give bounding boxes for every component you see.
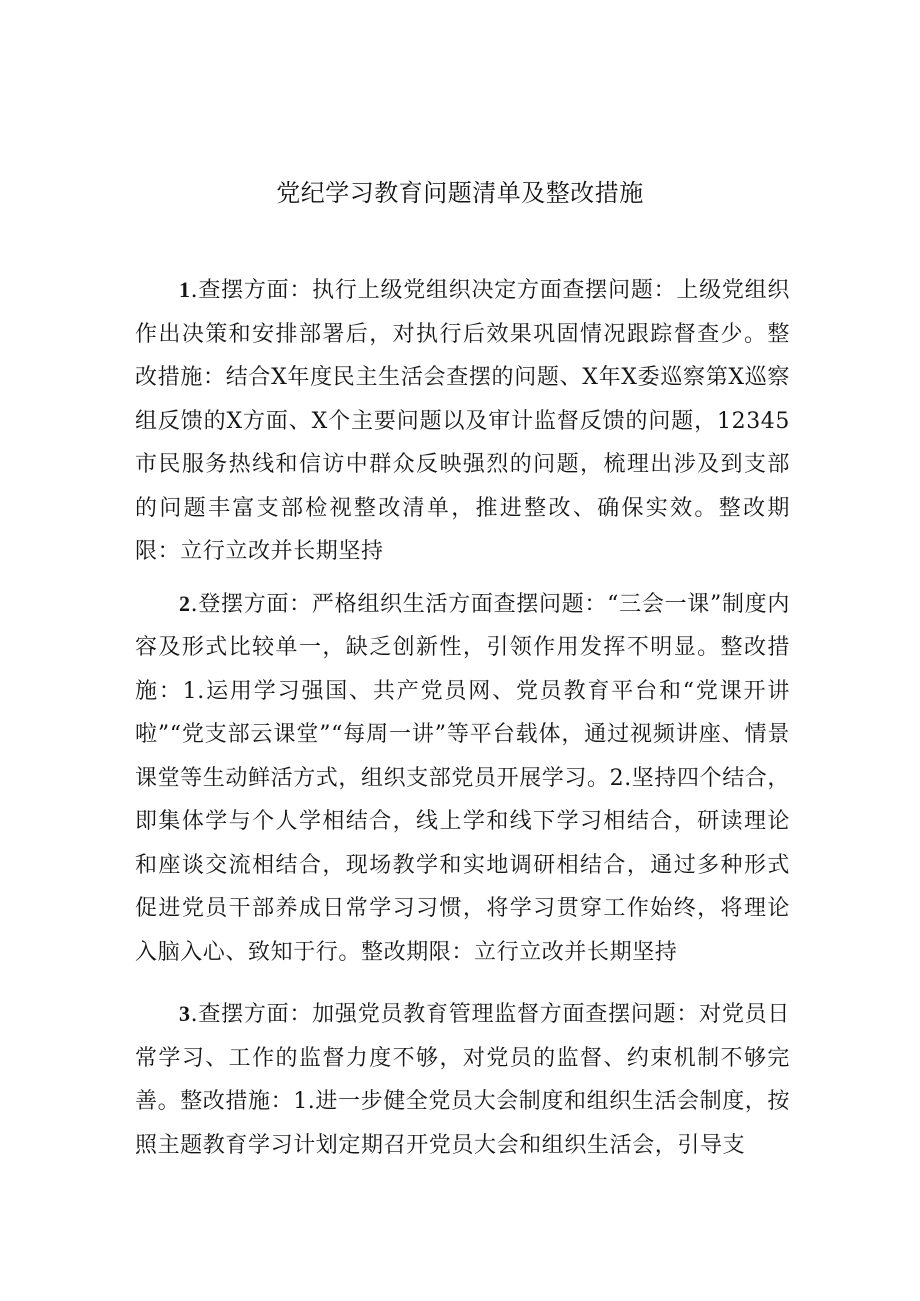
paragraph-2	[135, 582, 790, 975]
paragraph-1	[135, 268, 790, 574]
paragraph-text: .登摆方面：严格组织生活方面查摆问题：“三会一课”制度内容及形式比较单一，缺乏创新性，引领作用发挥不明显。整改措施：1.运用学习强国、共产党员网、党员教育平台和“党课开讲啦”“党支部云课堂”“每周一讲”等平台载体，通过视频讲座、情景课堂等生动鲜活方式，组织支部党员开展学习。2.坚持四个结合，即集体学与个人学相结合，线上学和线下学习相结合，研读理论和座谈交流相结合，现场教学和实地调研相结合，通过多种形式促进党员干部养成日常学习习惯，将学习贯穿工作始终，将理论入脑入心、致知于行。整改期限：立行立改并长期坚持	[135, 591, 790, 965]
paragraph-number: 3	[179, 1001, 191, 1026]
paragraph-number: 1	[179, 277, 191, 302]
paragraph-3	[135, 992, 790, 1167]
paragraph-number: 2	[179, 590, 191, 616]
document-title: 党纪学习教育问题清单及整改措施	[276, 179, 644, 207]
paragraph-text: .查摆方面：加强党员教育管理监督方面查摆问题：对党员日常学习、工作的监督力度不够，对党员的监督、约束机制不够完善。整改措施：1.进一步健全党员大会制度和组织生活会制度，按照主题教育学习计划定期召开党员大会和组织生活会，引导支	[135, 1002, 790, 1158]
paragraph-text: .查摆方面：执行上级党组织决定方面查摆问题：上级党组织作出决策和安排部署后，对执行后效果巩固情况跟踪督查少。整改措施：结合X年度民主生活会查摆的问题、X年X委巡察第X巡察组反馈的X方面、X个主要问题以及审计监督反馈的问题，12345市民服务热线和信访中群众反映强烈的问题，梳理出涉及到支部的问题丰富支部检视整改清单，推进整改、确保实效。整改期限：立行立改并长期坚持	[135, 278, 790, 564]
document-body	[135, 268, 790, 1175]
